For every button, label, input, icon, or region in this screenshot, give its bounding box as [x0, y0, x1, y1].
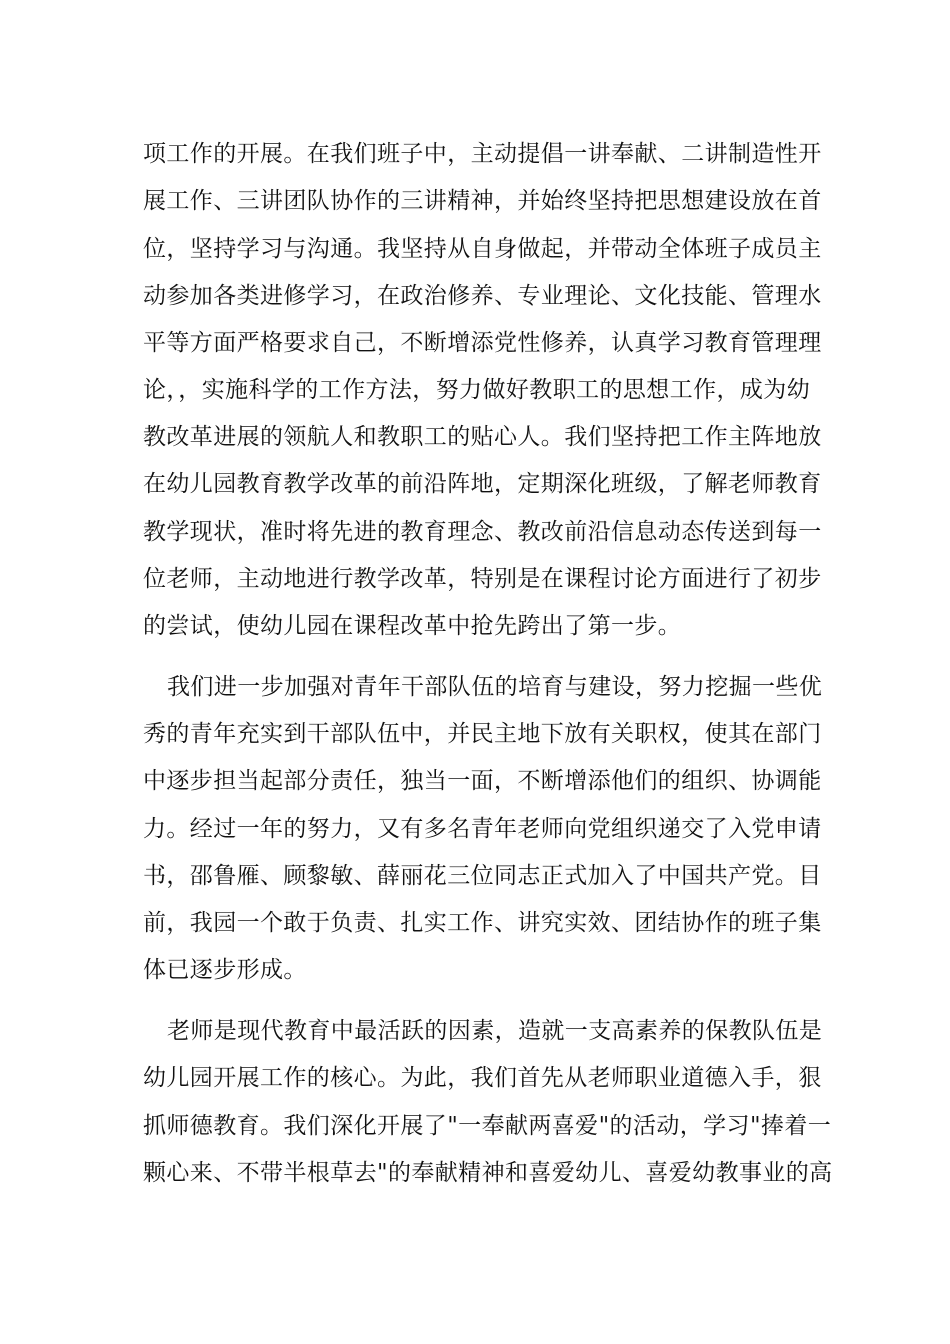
- paragraph-first-line: 我们进一步加强对青年干部队伍的培育与建设，努力挖掘一些优: [167, 674, 823, 700]
- text-line: 展工作、三讲团队协作的三讲精神，并始终坚持把思想建设放在首: [143, 188, 822, 214]
- text-line: 平等方面严格要求自己，不断增添党性修养，认真学习教育管理理: [143, 330, 822, 356]
- text-line: 幼儿园开展工作的核心。为此，我们首先从老师职业道德入手，狠: [143, 1065, 822, 1091]
- paragraph-first-line: 老师是现代教育中最活跃的因素，造就一支高素养的保教队伍是: [167, 1018, 823, 1044]
- text-line: 动参加各类进修学习，在政治修养、专业理论、文化技能、管理水: [143, 283, 822, 309]
- text-line: 论，，实施科学的工作方法，努力做好教职工的思想工作，成为幼: [143, 377, 811, 403]
- text-line: 中逐步担当起部分责任，独当一面，不断增添他们的组织、协调能: [143, 768, 822, 794]
- text-line: 颗心来、不带半根草去"的奉献精神和喜爱幼儿、喜爱幼教事业的高: [143, 1160, 833, 1186]
- text-line: 前，我园一个敢于负责、扎实工作、讲究实效、团结协作的班子集: [143, 910, 822, 936]
- text-line: 的尝试，使幼儿园在课程改革中抢先跨出了第一步。: [143, 613, 682, 639]
- text-line: 秀的青年充实到干部队伍中，并民主地下放有关职权，使其在部门: [143, 721, 822, 747]
- text-line: 体已逐步形成。: [143, 957, 307, 983]
- text-line: 位老师，主动地进行教学改革，特别是在课程讨论方面进行了初步: [143, 566, 822, 592]
- text-line: 在幼儿园教育教学改革的前沿阵地，定期深化班级，了解老师教育: [143, 471, 822, 497]
- text-line: 力。经过一年的努力，又有多名青年老师向党组织递交了入党申请: [143, 816, 822, 842]
- text-line: 教学现状，准时将先进的教育理念、教改前沿信息动态传送到每一: [143, 519, 822, 545]
- text-line: 抓师德教育。我们深化开展了"一奉献两喜爱"的活动，学习"捧着一: [143, 1113, 832, 1139]
- text-line: 教改革进展的领航人和教职工的贴心人。我们坚持把工作主阵地放: [143, 424, 822, 450]
- text-line: 位，坚持学习与沟通。我坚持从自身做起，并带动全体班子成员主: [143, 236, 822, 262]
- text-line: 书，邵鲁雁、顾黎敏、薛丽花三位同志正式加入了中国共产党。目: [143, 863, 822, 889]
- text-line: 项工作的开展。在我们班子中，主动提倡一讲奉献、二讲制造性开: [143, 141, 822, 167]
